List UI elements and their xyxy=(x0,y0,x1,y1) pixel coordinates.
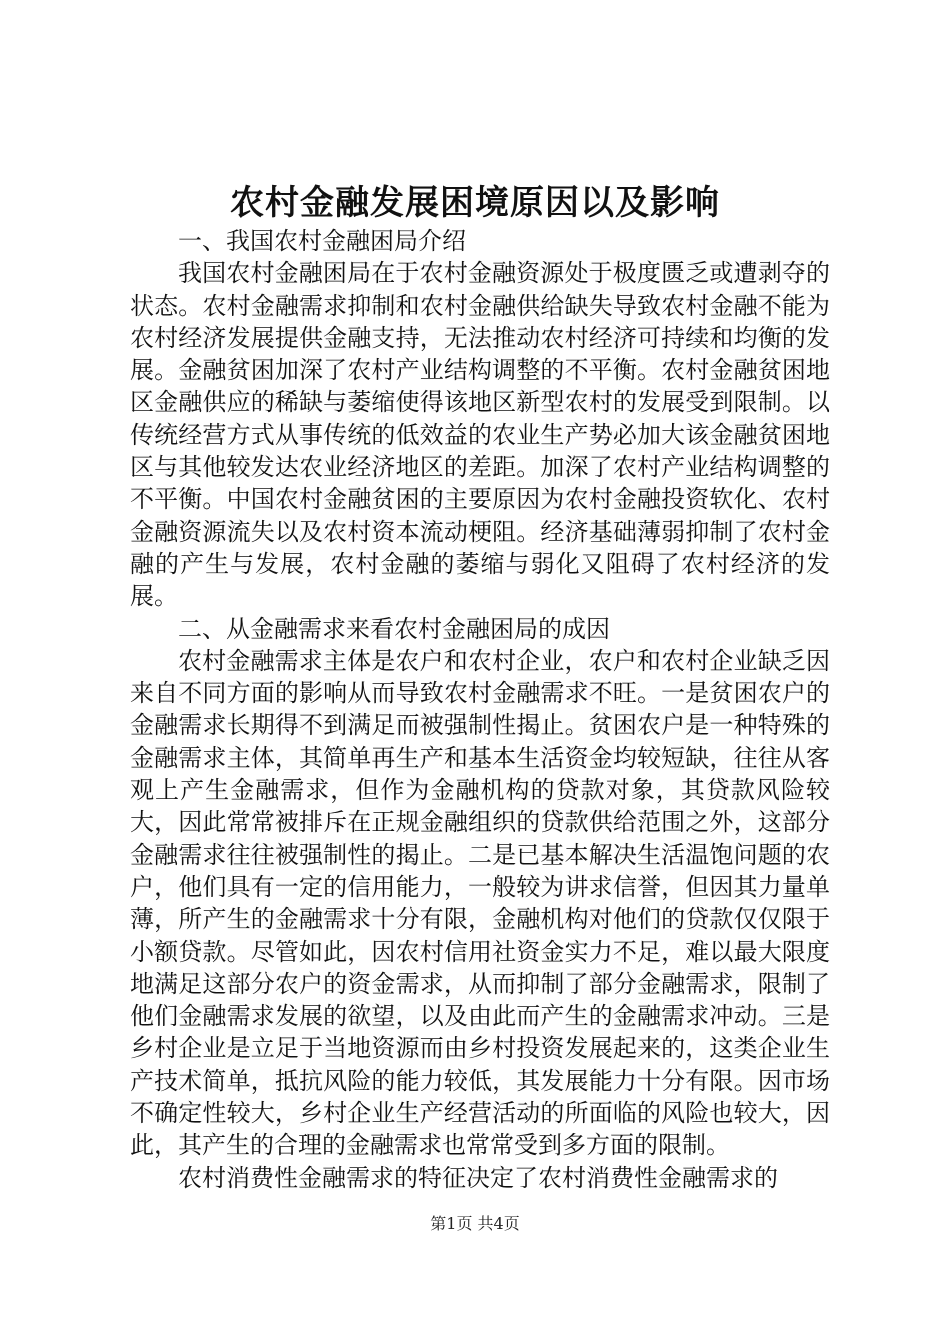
section-2-paragraph-1: 农村金融需求主体是农户和农村企业，农户和农村企业缺乏因来自不同方面的影响从而导致农村金融需求不旺。一是贫困农户的金融需求长期得不到满足而被强制性揭止。贫困农户是一种特殊的金融需求主体，其简单再生产和基本生活资金均较短缺，往往从客观上产生金融需求，但作为金融机构的贷款对象，其贷款风险较大，因此常常被排斥在正规金融组织的贷款供给范围之外，这部分金融需求往往被强制性的揭止。二是已基本解决生活温饱问题的农户，他们具有一定的信用能力，一般较为讲求信誉，但因其力量单薄，所产生的金融需求十分有限，金融机构对他们的贷款仅仅限于小额贷款。尽管如此，因农村信用社资金实力不足，难以最大限度地满足这部分农户的资金需求，从而抑制了部分金融需求，限制了他们金融需求发展的欲望，以及由此而产生的金融需求冲动。三是乡村企业是立足于当地资源而由乡村投资发展起来的，这类企业生产技术简单，抵抗风险的能力较低，其发展能力十分有限。因市场不确定性较大，乡村企业生产经营活动的所面临的风险也较大，因此，其产生的合理的金融需求也常常受到多方面的限制。 xyxy=(130,646,830,1160)
document-body xyxy=(130,225,830,1194)
section-1-paragraph-1: 我国农村金融困局在于农村金融资源处于极度匮乏或遭剥夺的状态。农村金融需求抑制和农村金融供给缺失导致农村金融不能为农村经济发展提供金融支持，无法推动农村经济可持续和均衡的发展。金融贫困加深了农村产业结构调整的不平衡。农村金融贫困地区金融供应的稀缺与萎缩使得该地区新型农村的发展受到限制。以传统经营方式从事传统的低效益的农业生产势必加大该金融贫困地区与其他较发达农业经济地区的差距。加深了农村产业结构调整的不平衡。中国农村金融贫困的主要原因为农村金融投资软化、农村金融资源流失以及农村资本流动梗阻。经济基础薄弱抑制了农村金融的产生与发展，农村金融的萎缩与弱化又阻碍了农村经济的发展。 xyxy=(130,259,830,611)
page-number-footer: 第1页 共4页 xyxy=(430,1214,520,1233)
section-heading-2: 二、从金融需求来看农村金融困局的成因 xyxy=(178,614,610,643)
section-heading-1: 一、我国农村金融困局介绍 xyxy=(178,227,466,255)
document-title: 农村金融发展困境原因以及影响 xyxy=(230,183,720,223)
section-2-paragraph-2: 农村消费性金融需求的特征决定了农村消费性金融需求的 xyxy=(178,1163,778,1192)
